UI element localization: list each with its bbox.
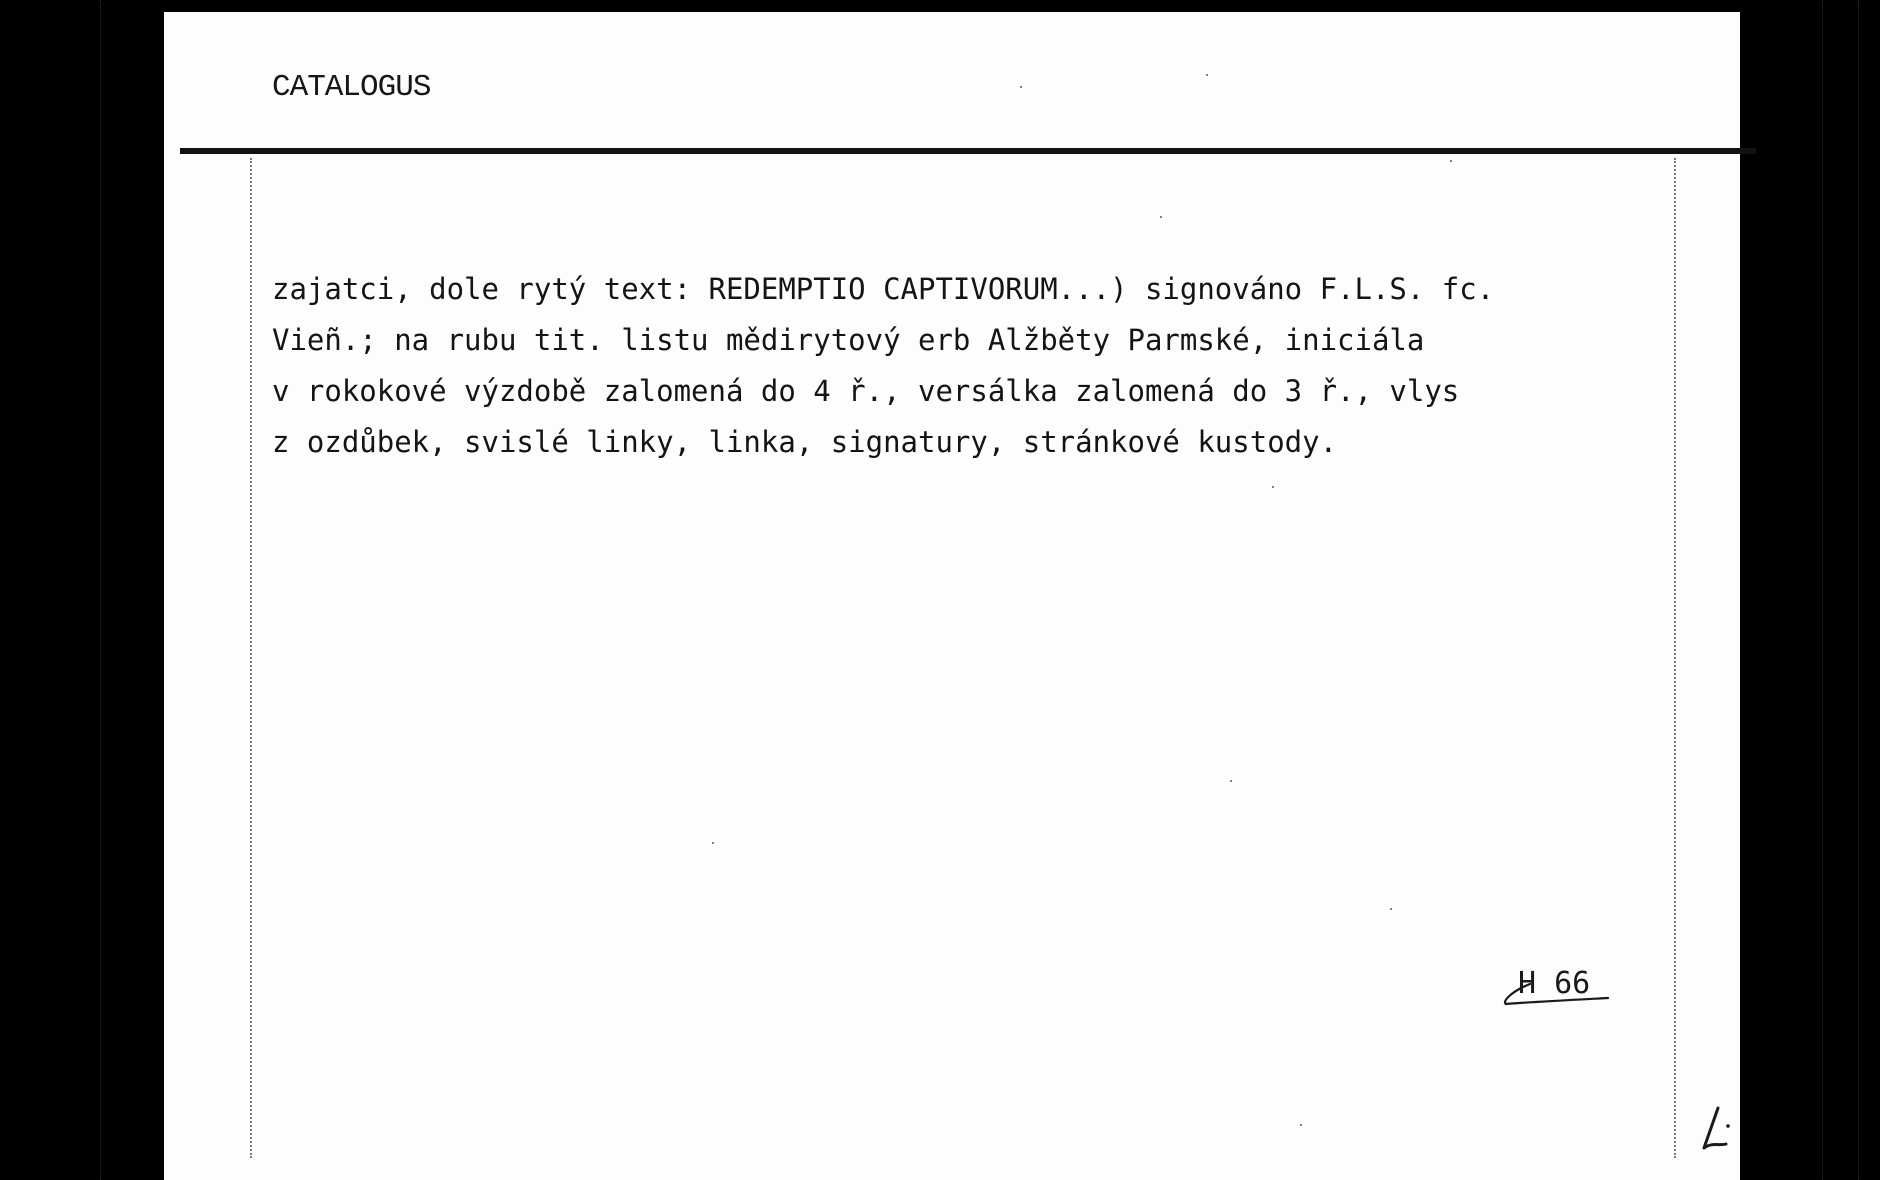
handwritten-page-mark-icon	[1694, 1102, 1734, 1158]
scan-speck	[1390, 908, 1392, 910]
body-line: v rokokové výzdobě zalomená do 4 ř., versálka zalomená do 3 ř., vlys	[272, 374, 1460, 408]
scan-speck	[1206, 74, 1208, 76]
scan-margin-streak	[100, 0, 101, 1180]
body-line: Vieñ.; na rubu tit. listu mědirytový erb Alžběty Parmské, iniciála	[272, 323, 1425, 357]
scan-speck	[1160, 216, 1162, 218]
shelfmark-text: H 66	[1518, 966, 1591, 1001]
catalog-card	[164, 12, 1740, 1180]
scan-speck	[1272, 486, 1274, 488]
scan-margin-streak	[1822, 0, 1823, 1180]
header-rule	[180, 148, 1756, 154]
header-title: CATALOGUS	[272, 70, 431, 105]
scan-speck	[1020, 86, 1022, 88]
scan-speck	[1230, 780, 1232, 782]
card-body-text	[272, 264, 1672, 468]
card-header	[164, 12, 1740, 148]
shelfmark	[1500, 962, 1640, 1022]
left-frame-line	[250, 158, 252, 1158]
body-line: zajatci, dole rytý text: REDEMPTIO CAPTIVORUM...) signováno F.L.S. fc.	[272, 272, 1495, 306]
right-frame-line	[1674, 158, 1676, 1158]
scan-speck	[1300, 1124, 1302, 1126]
scan-speck	[712, 842, 714, 844]
scan-margin-streak	[1858, 0, 1859, 1180]
scan-speck	[1450, 160, 1452, 162]
body-line: z ozdůbek, svislé linky, linka, signatury, stránkové kustody.	[272, 425, 1338, 459]
